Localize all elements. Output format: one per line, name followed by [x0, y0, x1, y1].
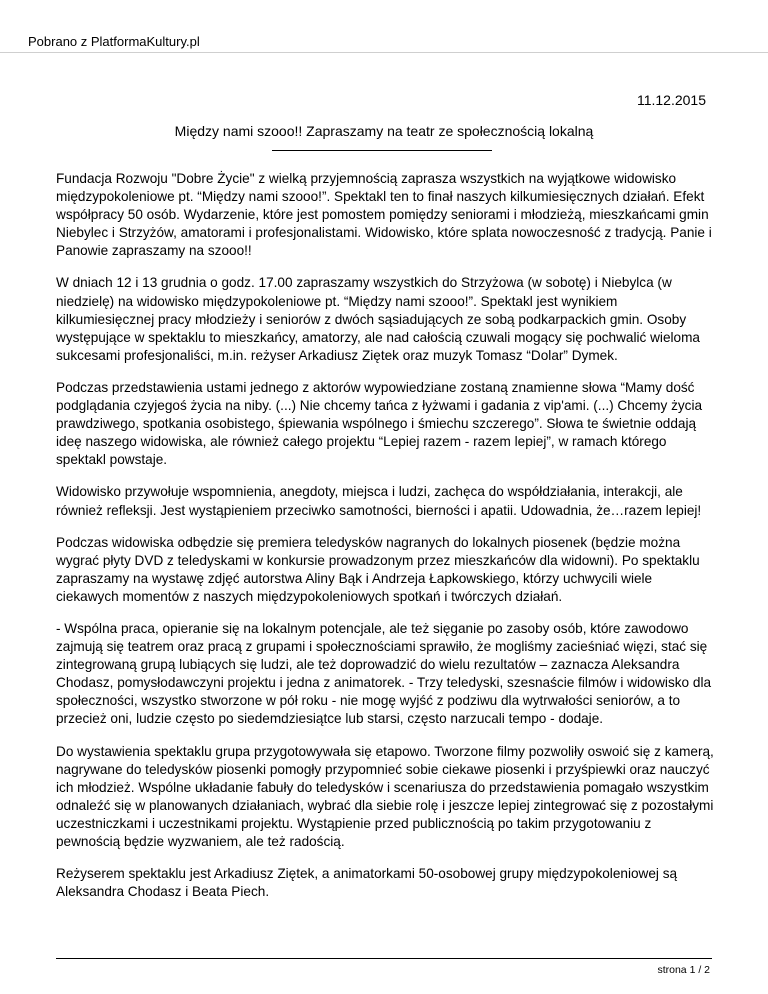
- paragraph: Fundacja Rozwoju "Dobre Życie" z wielką przyjemnością zaprasza wszystkich na wyjątkowe widowisko międzypokoleniowe pt. “Między nami szooo!”. Spektakl ten to finał naszych kilkumiesięcznych działań. Efekt współpracy 50 osób. Wydarzenie, które jest pomostem pomiędzy seniorami i młodzieżą, mieszkańcami gmin Niebylec i Strzyżów, amatorami i profesjonalistami. Widowisko, które splata nowoczesność z tradycją. Panie i Panowie zapraszamy na szooo!!: [56, 171, 712, 259]
- article-title: Między nami szooo!! Zapraszamy na teatr ze społecznością lokalną: [174, 123, 594, 139]
- article-body: [56, 170, 716, 915]
- title-underline: [272, 150, 492, 151]
- paragraph: Podczas przedstawienia ustami jednego z aktorów wypowiedziane zostaną znamienne słowa “Mamy dość podglądania czyjegoś życia na niby. (...) Nie chcemy tańca z łyżwami i gadania z vip'ami. (...) Chcemy życia prawdziwego, spotkania osobistego, śpiewania wspólnego i śmiechu szczerego”. Słowa te świetnie oddają ideę naszego widowiska, ale również całego projektu “Lepiej razem - razem lepiej”, w ramach którego spektakl powstaje.: [56, 379, 703, 468]
- paragraph: Do wystawienia spektaklu grupa przygotowywała się etapowo. Tworzone filmy pozwoliły oswoić się z kamerą, nagrywane do teledysków piosenki pomogły przypomnieć sobie ciekawe piosenki i przyśpiewki oraz nauczyć ich młodzież. Wspólne układanie fabuły do teledysków i scenariusza do przedstawienia pomagało wszystkim odnaleźć się w planowanych działaniach, wybrać dla siebie rolę i jeszcze lepiej zintegrować się z pozostałymi uczestniczkami i uczestnikami projektu. Wystąpienie przed publicznością po takim przygotowaniu z pewnością będzie wyzwaniem, ale też radością.: [56, 743, 714, 849]
- footer-divider: [56, 958, 712, 959]
- paragraph: - Wspólna praca, opieranie się na lokalnym potencjale, ale też sięganie po zasoby osób, które zawodowo zajmują się teatrem oraz pracą z grupami i społecznościami sprawiło, że mogliśmy zacieśniać więzi, stać się zintegrowaną grupą lubiących się ludzi, ale też doprowadzić do wielu rezultatów – zaznacza Aleksandra Chodasz, pomysłodawczyni projektu i jedna z animatorek. - Trzy teledyski, szesnaście filmów i widowisko dla społeczności, wszystko stworzone w pół roku - nie mogę wyjść z podziwu dla wytrwałości seniorów, a to przecież oni, ludzie często po siedemdziesiątce lub starsi, często narzucali tempo - dodaje.: [56, 620, 712, 727]
- paragraph: Podczas widowiska odbędzie się premiera teledysków nagranych do lokalnych piosenek (będzie można wygrać płyty DVD z teledyskami w konkursie prowadzonym przez mieszkańców dla widowni). Po spektaklu zapraszamy na wystawę zdjęć autorstwa Aliny Bąk i Andrzeja Łapkowskiego, którzy uchwycili wiele ciekawych momentów z naszych międzypokoleniowych spotkań i twórczych działań.: [56, 534, 700, 604]
- article-date: 11.12.2015: [636, 92, 706, 108]
- paragraph: W dniach 12 i 13 grudnia o godz. 17.00 zapraszamy wszystkich do Strzyżowa (w sobotę) i Niebylca (w niedzielę) na widowisko międzypokoleniowe pt. “Między nami szooo!”. Spektakl jest wynikiem kilkumiesięcznej pracy młodzieży i seniorów z dwóch sąsiadujących ze sobą podkarpackich gmin. Osoby występujące w spektaklu to mieszkańcy, amatorzy, ale nad całością czuwali mogący się pochwalić wieloma sukcesami profesjonaliści, m.in. reżyser Arkadiusz Ziętek oraz muzyk Tomasz “Dolar” Dymek.: [56, 275, 700, 363]
- page-header: [0, 0, 768, 53]
- page-number: strona 1 / 2: [657, 964, 710, 976]
- paragraph: Reżyserem spektaklu jest Arkadiusz Ziętek, a animatorkami 50-osobowej grupy międzypokoleniowej są Aleksandra Chodasz i Beata Piech.: [56, 866, 678, 900]
- header-source: Pobrano z PlatformaKultury.pl: [28, 34, 200, 49]
- paragraph: Widowisko przywołuje wspomnienia, anegdoty, miejsca i ludzi, zachęca do współdziałania, interakcji, ale również refleksji. Jest wystąpieniem przeciwko samotności, bierności i apatii. Udowadnia, że…razem lepiej!: [56, 484, 702, 518]
